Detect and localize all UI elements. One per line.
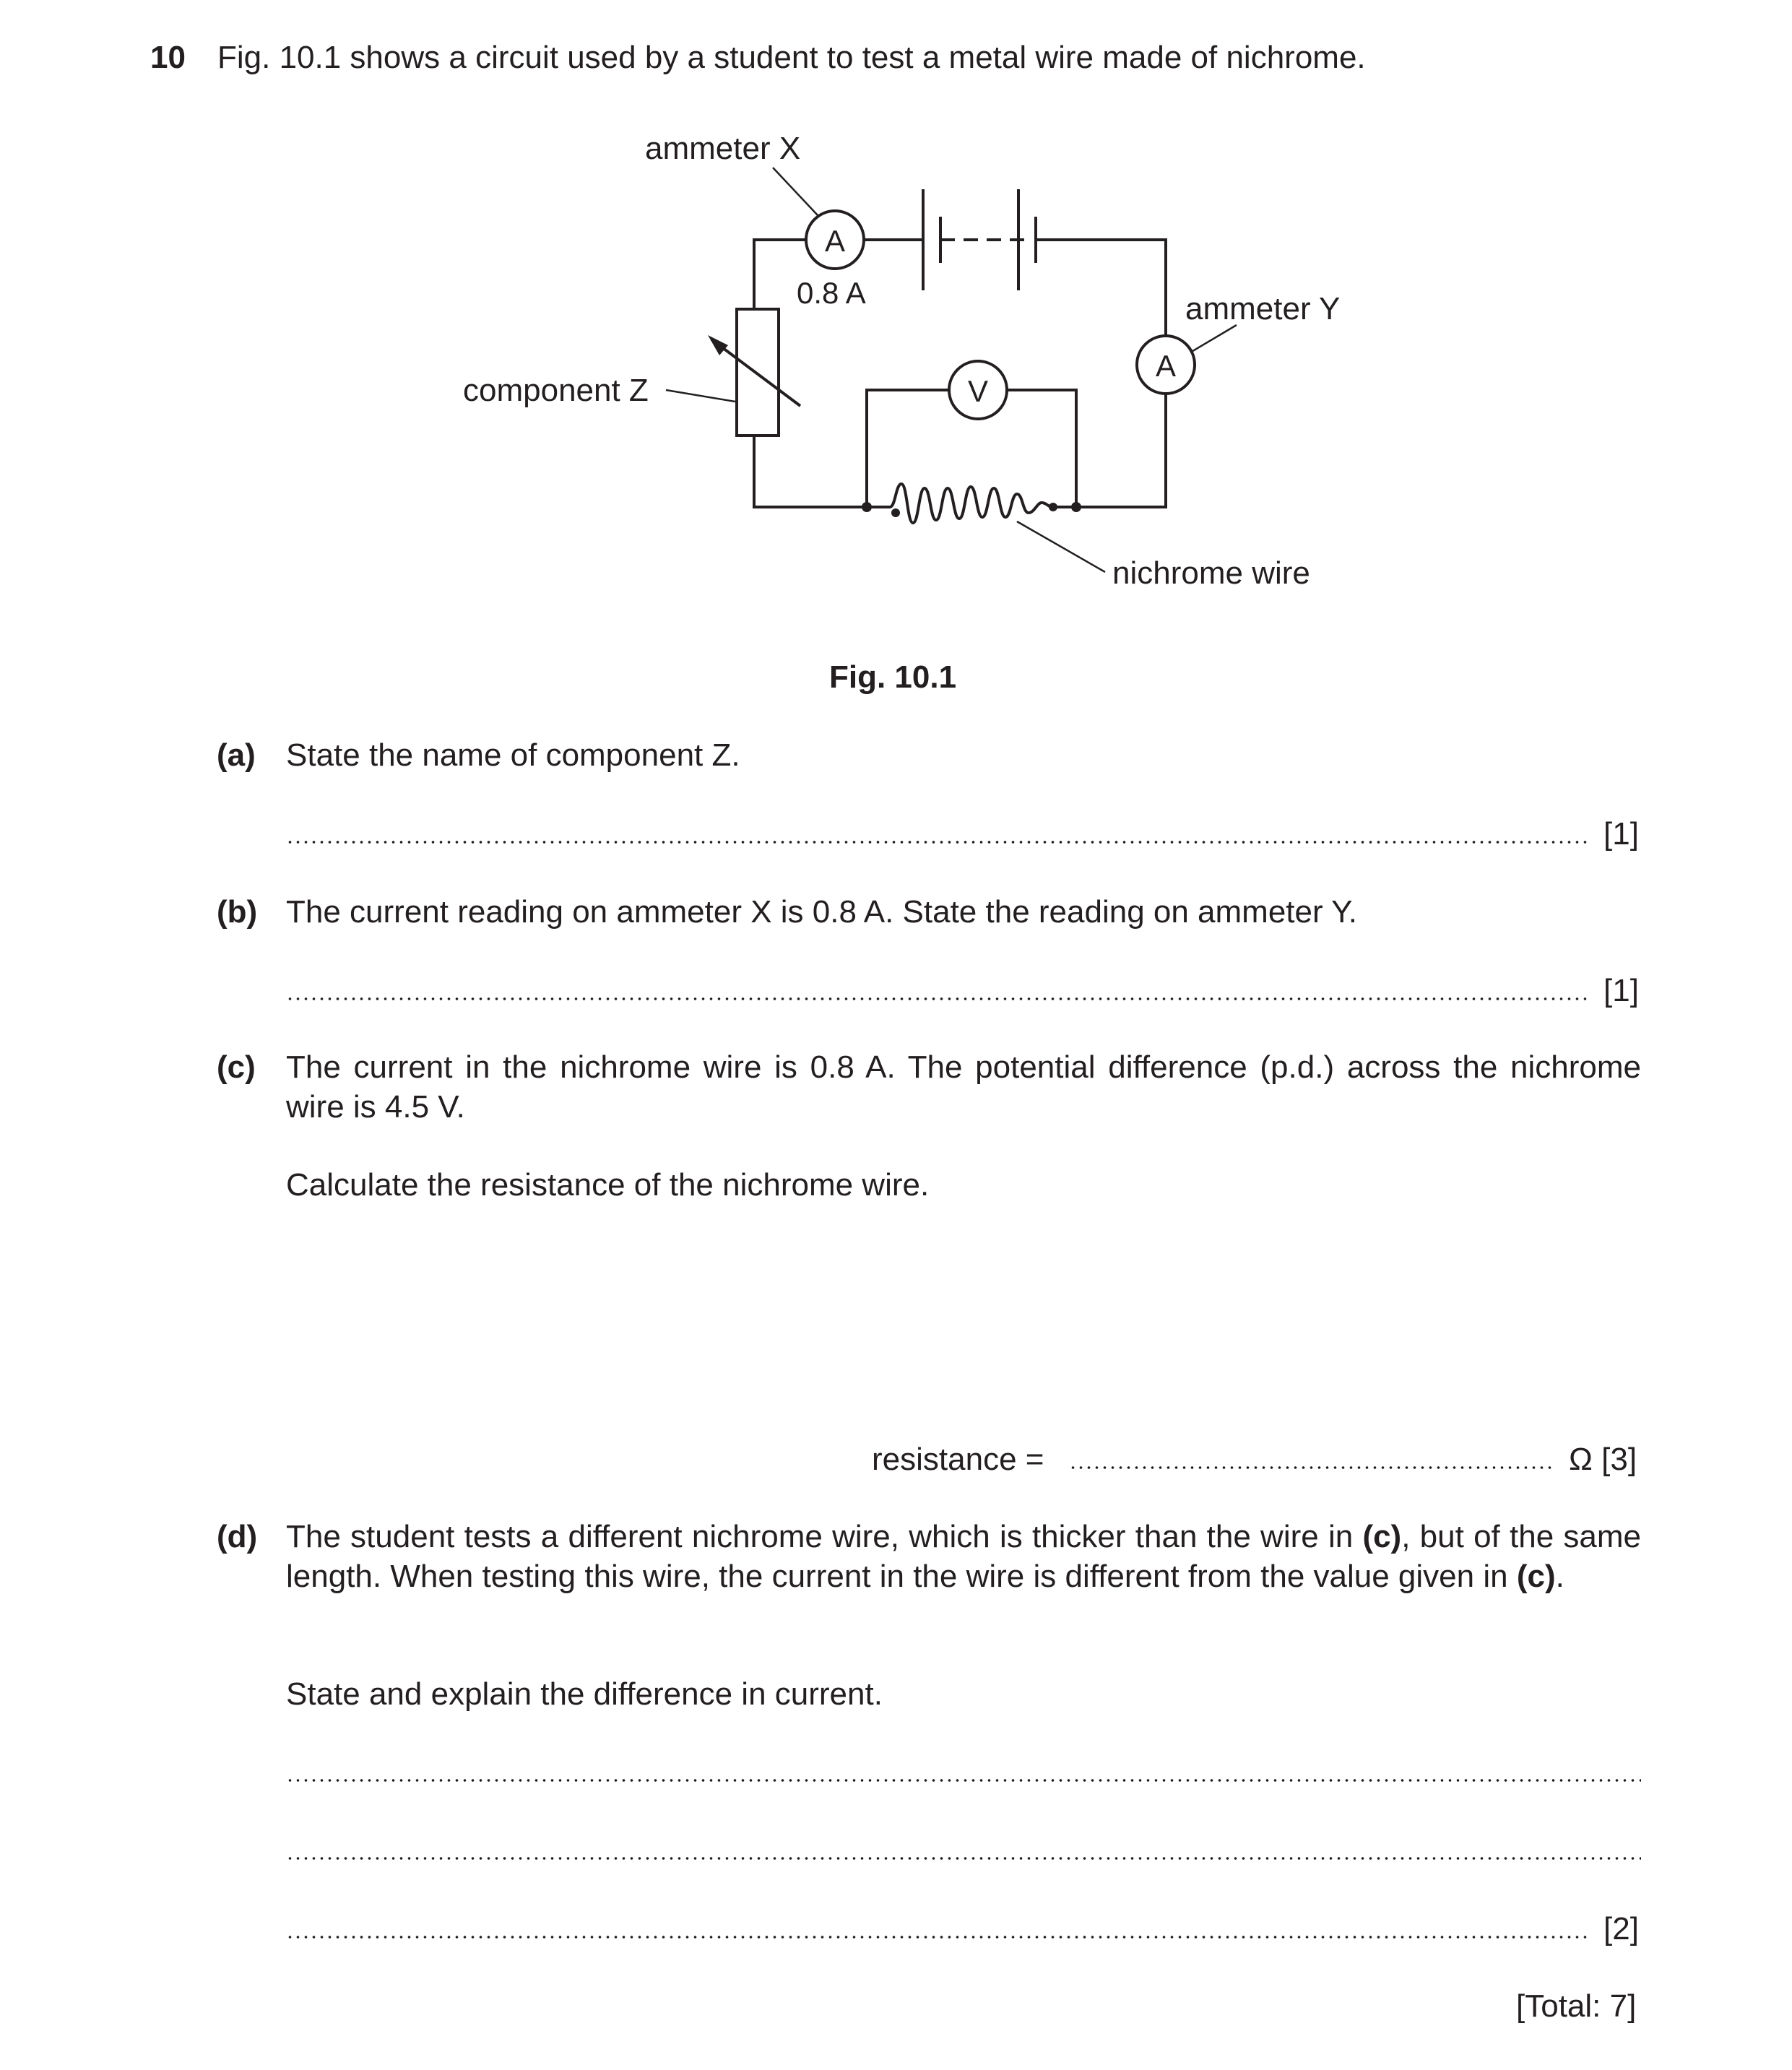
wire-top-right — [1036, 240, 1166, 336]
question-number: 10 — [150, 40, 186, 75]
part-b-answer-line[interactable] — [286, 997, 1590, 1001]
part-b-marks: [1] — [1603, 973, 1639, 1008]
label-nichrome-wire: nichrome wire — [1112, 555, 1310, 591]
part-d-text-3: . — [1555, 1559, 1564, 1594]
part-d-answer-line-1[interactable] — [286, 1778, 1641, 1783]
question-intro: Fig. 10.1 shows a circuit used by a student to test a metal wire made of nichrome. — [217, 40, 1366, 75]
resistor-arrowhead — [708, 335, 728, 355]
leader-ammeter-y — [1190, 325, 1237, 352]
part-c-text: The current in the nichrome wire is 0.8 A. The potential difference (p.d.) across the nichrome wire is 4.5 V. — [286, 1049, 1641, 1125]
part-d-instruction: State and explain the difference in current. — [286, 1676, 883, 1712]
ammeter-y-letter: A — [1155, 349, 1177, 383]
leader-component-z — [666, 390, 735, 402]
label-ammeter-y: ammeter Y — [1185, 291, 1341, 326]
wire-bottom-left — [754, 436, 867, 507]
leader-nichrome — [1017, 521, 1105, 572]
part-a-marks: [1] — [1603, 816, 1639, 852]
leader-ammeter-x — [773, 168, 818, 215]
part-d-ref-1: (c) — [1362, 1519, 1402, 1554]
total-marks: [Total: 7] — [1516, 1988, 1637, 2024]
part-b-label: (b) — [217, 894, 258, 930]
part-d-marks: [2] — [1603, 1911, 1639, 1946]
part-d-text — [286, 1517, 1641, 1596]
figure-caption: Fig. 10.1 — [829, 659, 957, 695]
part-d-ref-2: (c) — [1516, 1559, 1556, 1594]
part-a-answer-line[interactable] — [286, 840, 1590, 844]
label-reading: 0.8 A — [797, 276, 866, 310]
part-d-answer-line-2[interactable] — [286, 1856, 1641, 1861]
ammeter-x-letter: A — [824, 224, 846, 258]
part-d-label: (d) — [217, 1519, 258, 1554]
wire-right-bottom — [1076, 394, 1166, 507]
part-a-text: State the name of component Z. — [286, 737, 740, 773]
part-c-label: (c) — [217, 1049, 256, 1085]
part-c-unit-marks: Ω [3] — [1569, 1442, 1637, 1477]
resistance-answer-line[interactable] — [1069, 1465, 1554, 1470]
resistance-label: resistance = — [872, 1442, 1044, 1477]
part-d-text-1: The student tests a different nichrome wire, which is thicker than the wire in — [286, 1519, 1363, 1554]
label-ammeter-x: ammeter X — [645, 131, 801, 166]
part-c-instruction: Calculate the resistance of the nichrome wire. — [286, 1167, 930, 1203]
nichrome-wire-symbol — [867, 484, 1076, 523]
part-a-label: (a) — [217, 737, 256, 773]
part-b-text: The current reading on ammeter X is 0.8 A. State the reading on ammeter Y. — [286, 894, 1357, 930]
part-d-text-2: , but of the same length. When testing this wire, the current in the wire is different from the value given in — [286, 1519, 1641, 1594]
label-component-z: component Z — [463, 373, 649, 408]
part-d-answer-line-3[interactable] — [286, 1935, 1590, 1939]
voltmeter-letter: V — [967, 374, 989, 408]
